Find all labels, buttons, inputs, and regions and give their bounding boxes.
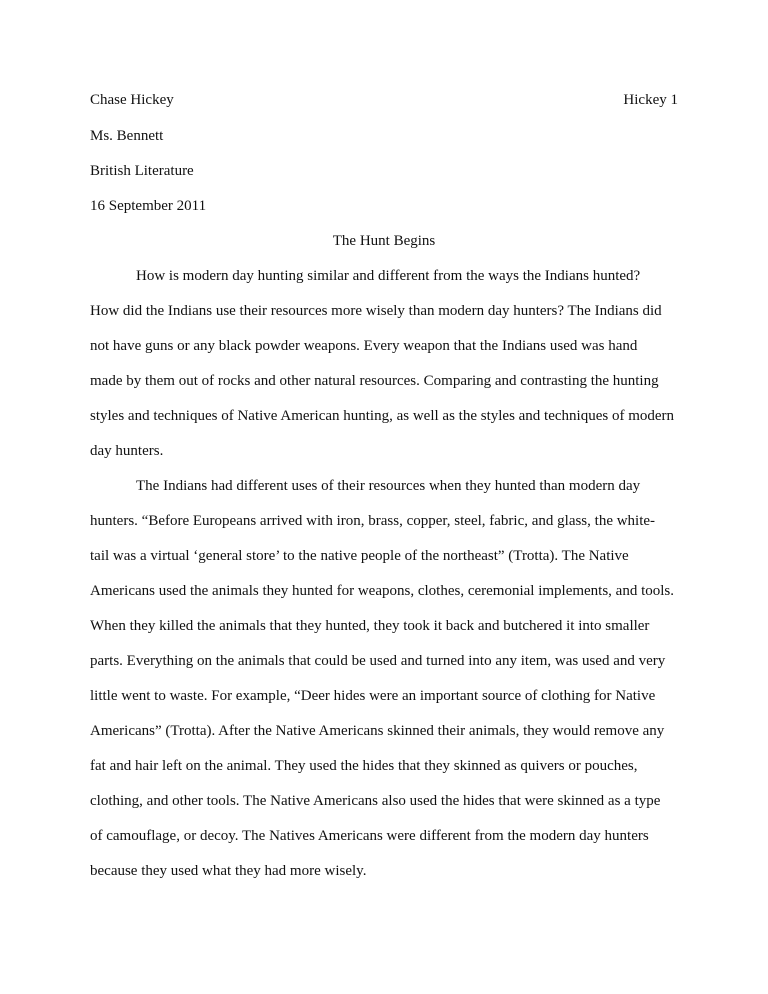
paragraph-line: not have guns or any black powder weapons. Every weapon that the Indians used was hand xyxy=(90,338,638,354)
paragraph-line: hunters. “Before Europeans arrived with iron, brass, copper, steel, fabric, and glass, the white- xyxy=(90,513,656,529)
course-name: British Literature xyxy=(90,163,194,179)
paragraph-line: The Indians had different uses of their resources when they hunted than modern day xyxy=(136,478,641,494)
paragraph-line: How is modern day hunting similar and different from the ways the Indians hunted? xyxy=(136,268,641,284)
author-name: Chase Hickey xyxy=(90,92,174,108)
paragraph-line: of camouflage, or decoy. The Natives Americans were different from the modern day hunters xyxy=(90,828,649,844)
paragraph-line: fat and hair left on the animal. They used the hides that they skinned as quivers or pouches, xyxy=(90,758,638,774)
paragraph-line: because they used what they had more wisely. xyxy=(90,863,367,879)
paragraph-line: made by them out of rocks and other natural resources. Comparing and contrasting the hunting xyxy=(90,373,659,389)
paragraph-line: day hunters. xyxy=(90,443,164,459)
paragraph-line: tail was a virtual ‘general store’ to the native people of the northeast” (Trotta). The Native xyxy=(90,548,629,564)
paragraph-line: Americans used the animals they hunted for weapons, clothes, ceremonial implements, and tools. xyxy=(90,583,675,599)
paragraph-line: little went to waste. For example, “Deer hides were an important source of clothing for Native xyxy=(90,688,656,704)
paragraph-line: styles and techniques of Native American hunting, as well as the styles and techniques of modern xyxy=(90,408,675,424)
paragraph-line: clothing, and other tools. The Native Americans also used the hides that were skinned as a type xyxy=(90,793,661,809)
paragraph-line: How did the Indians use their resources more wisely than modern day hunters? The Indians did xyxy=(90,303,662,319)
paragraph-line: When they killed the animals that they hunted, they took it back and butchered it into smaller xyxy=(90,618,650,634)
paragraph-line: parts. Everything on the animals that could be used and turned into any item, was used and very xyxy=(90,653,666,669)
running-header-page-label: Hickey 1 xyxy=(623,92,678,108)
teacher-name: Ms. Bennett xyxy=(90,128,164,144)
paragraph-line: Americans” (Trotta). After the Native Americans skinned their animals, they would remove any xyxy=(90,723,665,739)
essay-title: The Hunt Begins xyxy=(332,233,436,249)
date: 16 September 2011 xyxy=(90,198,207,214)
